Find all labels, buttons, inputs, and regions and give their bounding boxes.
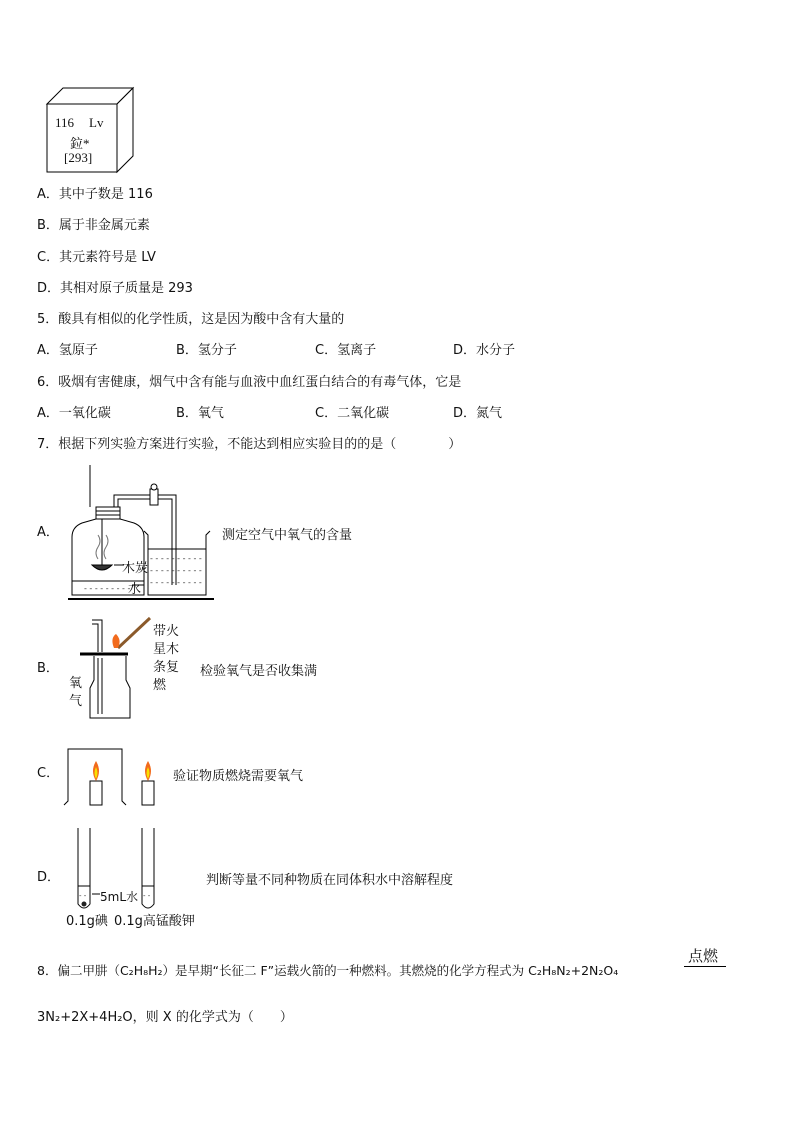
q7-d-water-label: 5mL水	[100, 890, 139, 904]
svg-text:- -: - -	[143, 892, 151, 900]
q5-option-d: D．水分子	[453, 343, 516, 358]
q8-stem-line-2: 3N₂+2X+4H₂O，则 X 的化学式为（ ）	[37, 1010, 293, 1025]
q8-equation-arrow-line	[684, 966, 726, 967]
svg-text:- - - - - - - - - -: - - - - - - - - - -	[150, 554, 202, 563]
q7-a-letter: A．	[37, 525, 59, 540]
q4-option-d: D．其相对原子质量是 293	[37, 281, 193, 296]
q7-d-letter: D．	[37, 870, 61, 885]
q4-option-b: B．属于非金属元素	[37, 218, 150, 233]
q7-b-splint-line-2: 星木	[153, 642, 180, 657]
q7-b-description: 检验氧气是否收集满	[200, 664, 318, 679]
q7-c-description: 验证物质燃烧需要氧气	[173, 769, 304, 784]
q6-option-d: D．氮气	[453, 406, 503, 421]
q6-option-b: B．氧气	[176, 406, 224, 421]
q7-c-apparatus	[60, 745, 170, 809]
q4-option-c: C．其元素符号是 LV	[37, 250, 156, 265]
q7-b-letter: B．	[37, 661, 59, 676]
q7-c-letter: C．	[37, 766, 60, 781]
q7-b-splint-line-4: 燃	[153, 678, 167, 693]
element-mass: [293]	[64, 150, 93, 165]
q5-stem: 5．酸具有相似的化学性质，这是因为酸中含有大量的	[37, 312, 345, 327]
q6-option-a: A．一氧化碳	[37, 406, 111, 421]
q7-d-tube1-label: 0.1g碘	[66, 914, 108, 929]
q4-option-a: A．其中子数是 116	[37, 187, 153, 202]
svg-text:- - - - - - - - -: - - - - - - - - -	[84, 584, 131, 593]
q5-option-a: A．氢原子	[37, 343, 98, 358]
q7-b-oxygen-label: 氧 气	[69, 676, 83, 709]
q6-stem: 6．吸烟有害健康，烟气中含有能与血液中血红蛋白结合的有毒气体，它是	[37, 375, 462, 390]
element-number: 116	[55, 115, 75, 130]
q7-a-water-label: 水	[128, 582, 142, 597]
element-name: 鉝*	[70, 136, 90, 151]
q7-d-description: 判断等量不同种物质在同体积水中溶解程度	[206, 873, 454, 888]
q5-option-c: C．氢离子	[315, 343, 377, 358]
q7-b-splint-label	[153, 623, 179, 695]
q7-b-splint-line-3: 条复	[153, 660, 180, 675]
svg-text:- - - - - - - - - -: - - - - - - - - - -	[150, 566, 202, 575]
q8-reaction-condition: 点燃	[688, 947, 719, 965]
q7-a-apparatus	[62, 465, 222, 605]
svg-text:- - - - - - - - - -: - - - - - - - - - -	[150, 578, 202, 587]
q6-option-c: C．二氧化碳	[315, 406, 390, 421]
q7-stem: 7．根据下列实验方案进行实验，不能达到相应实验目的的是（ ）	[37, 437, 462, 452]
element-symbol: Lv	[89, 115, 104, 130]
q7-a-charcoal-label: 木炭	[122, 561, 149, 576]
q7-b-splint-line-1: 带火	[153, 624, 180, 639]
svg-text:- -: - -	[79, 892, 87, 900]
q5-option-b: B．氢分子	[176, 343, 237, 358]
q7-d-tube2-label: 0.1g高锰酸钾	[114, 914, 195, 929]
element-card	[45, 86, 137, 174]
q7-a-description: 测定空气中氧气的含量	[222, 528, 353, 543]
q8-stem-line-1: 8．偏二甲肼（C₂H₈H₂）是早期“长征二 F”运载火箭的一种燃料。其燃烧的化学方程式为 C₂H₈N₂+2N₂O₄	[37, 963, 619, 978]
q7-b-apparatus	[70, 618, 160, 722]
